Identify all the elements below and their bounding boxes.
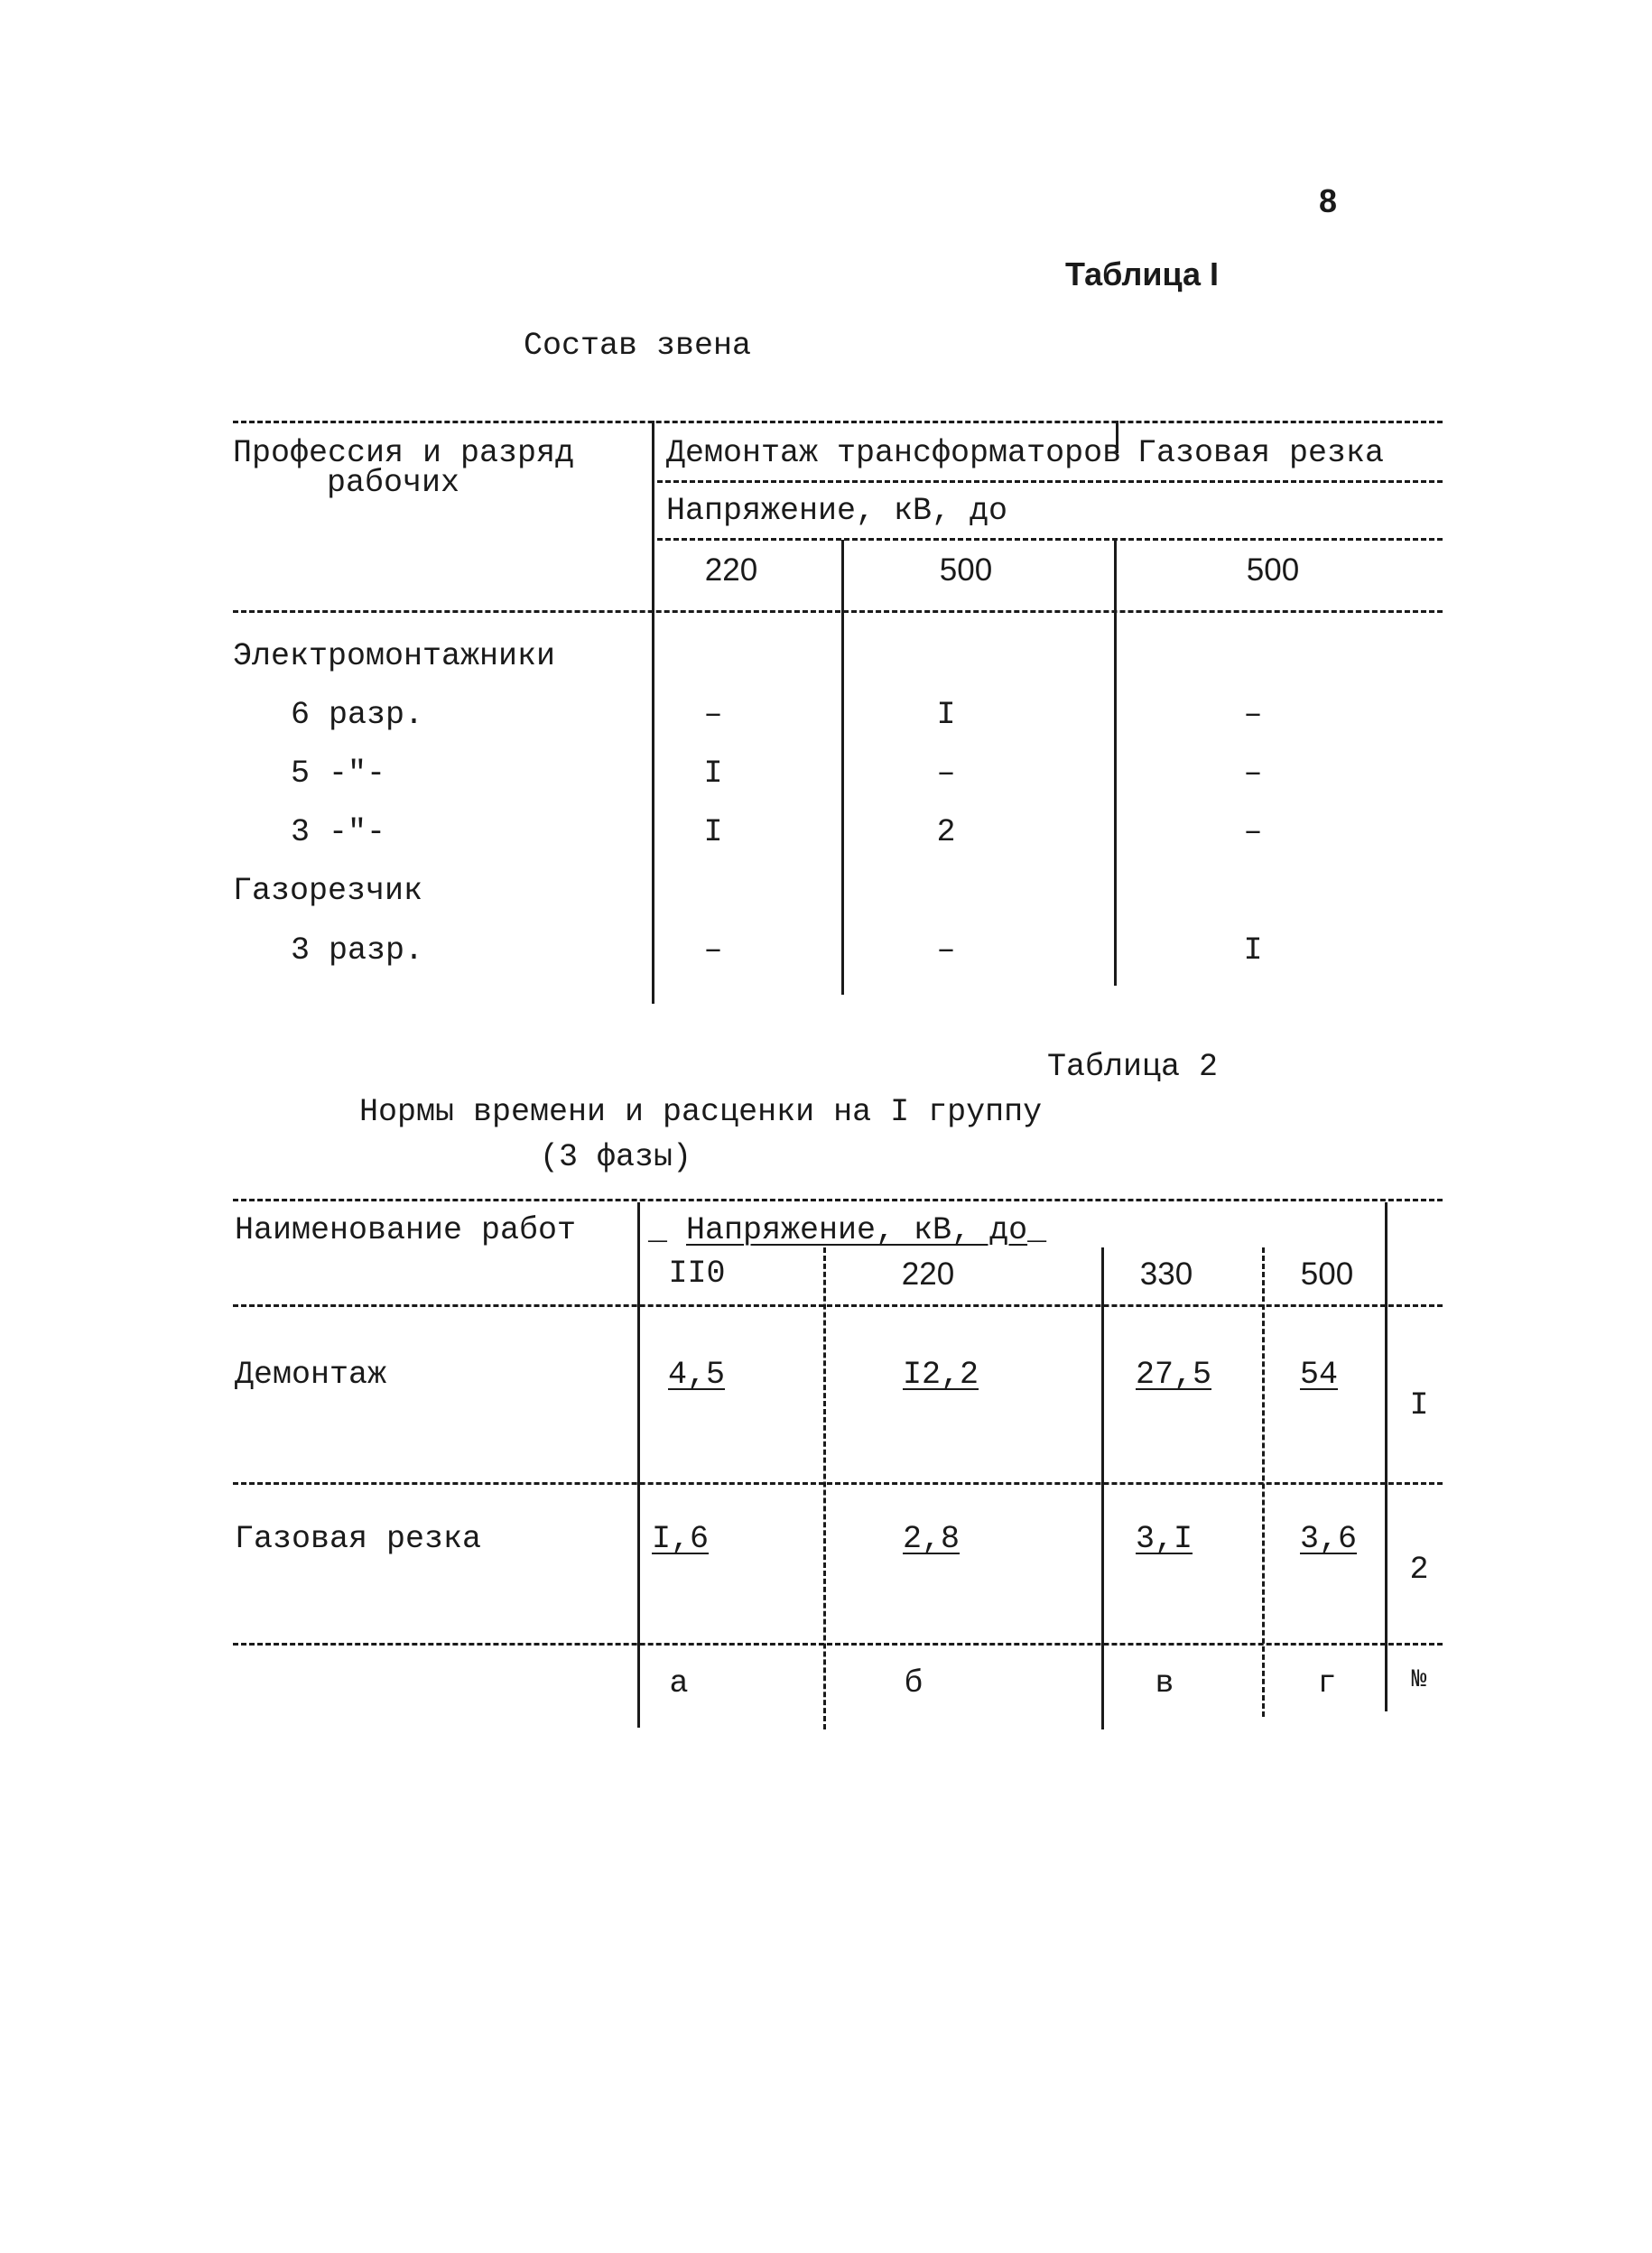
- header-voltage-value: 500: [1300, 1256, 1354, 1292]
- table2-subtitle: (3 фазы): [540, 1139, 692, 1175]
- row-name: Демонтаж: [235, 1357, 387, 1393]
- table1-col-divider: [1114, 540, 1117, 986]
- header-gas-cutting: Газовая резка: [1137, 435, 1385, 471]
- header-profession-workers: рабочих: [327, 465, 460, 501]
- cell: 3,I: [1136, 1521, 1193, 1557]
- cell: 54: [1300, 1357, 1339, 1393]
- row-label: 6 разр.: [291, 697, 424, 733]
- table2-col-divider: [1262, 1247, 1265, 1717]
- table1-col-divider: [841, 540, 844, 995]
- table1-title: Состав звена: [524, 328, 752, 364]
- row-label: 5 -"-: [291, 756, 386, 792]
- header-voltage: Напряжение, кВ, до: [666, 493, 1008, 529]
- cell: –: [936, 756, 956, 792]
- header-voltage-value: II0: [668, 1256, 726, 1292]
- row-label: Газорезчик: [233, 873, 423, 909]
- table1-voltage-rule: [657, 538, 1443, 541]
- header-demontage: Демонтаж трансформаторов: [666, 435, 1122, 471]
- table2-title: Нормы времени и расценки на I группу: [359, 1094, 1043, 1130]
- header-voltage-value: 500: [939, 552, 993, 588]
- cell: I: [1243, 932, 1263, 969]
- table2-col-divider: [1385, 1202, 1387, 1711]
- cell: I: [936, 697, 956, 733]
- cell: I2,2: [903, 1357, 979, 1393]
- row-name: Газовая резка: [235, 1521, 482, 1557]
- cell: –: [936, 932, 956, 969]
- cell: 27,5: [1136, 1357, 1212, 1393]
- cell: –: [703, 697, 723, 733]
- table2-label: Таблица 2: [1047, 1049, 1219, 1085]
- cell: 2: [936, 814, 956, 850]
- table2-col-divider: [1101, 1247, 1104, 1729]
- cell: I,6: [652, 1521, 710, 1557]
- header-voltage-value: 500: [1246, 552, 1300, 588]
- row-label: 3 -"-: [291, 814, 386, 850]
- table1-header-rule: [233, 610, 1443, 613]
- table1-top-rule: [233, 421, 1443, 423]
- table2-col-divider: [637, 1202, 640, 1728]
- footer-number-sign: №: [1411, 1666, 1427, 1694]
- row-number: 2: [1409, 1552, 1429, 1588]
- cell: 3,6: [1300, 1521, 1358, 1557]
- cell: 2,8: [903, 1521, 961, 1557]
- footer-letter: б: [904, 1665, 923, 1701]
- table2-row-rule: [233, 1482, 1443, 1485]
- header-voltage-value: 220: [901, 1256, 955, 1292]
- cell: 4,5: [668, 1357, 726, 1393]
- cell: I: [703, 814, 723, 850]
- header-voltage-value: 220: [704, 552, 758, 588]
- table1-group-rule: [657, 480, 1443, 483]
- table1-label: Таблица I: [1065, 255, 1220, 292]
- row-label: Электромонтажники: [233, 638, 556, 674]
- table2-header-rule: [233, 1304, 1443, 1307]
- cell: –: [1243, 756, 1263, 792]
- cell: –: [1243, 814, 1263, 850]
- footer-letter: а: [669, 1665, 689, 1701]
- row-number: I: [1409, 1387, 1429, 1423]
- header-profession: Профессия и разряд: [233, 435, 575, 471]
- table2-top-rule: [233, 1199, 1443, 1201]
- table1-col-divider: [652, 421, 654, 1004]
- table2-footer-rule: [233, 1643, 1443, 1646]
- cell: –: [703, 932, 723, 969]
- row-label: 3 разр.: [291, 932, 424, 969]
- header-voltage: _ Напряжение, кВ, до_: [648, 1212, 1047, 1248]
- cell: –: [1243, 697, 1263, 733]
- header-voltage-value: 330: [1139, 1256, 1193, 1292]
- table2-col-divider: [823, 1247, 826, 1729]
- footer-letter: в: [1155, 1665, 1174, 1701]
- cell: I: [703, 756, 723, 792]
- header-work-name: Наименование работ: [235, 1212, 577, 1248]
- page-number: 8: [1319, 182, 1338, 219]
- header-voltage-text: Напряжение, кВ, до: [686, 1212, 1028, 1248]
- footer-letter: г: [1317, 1665, 1337, 1701]
